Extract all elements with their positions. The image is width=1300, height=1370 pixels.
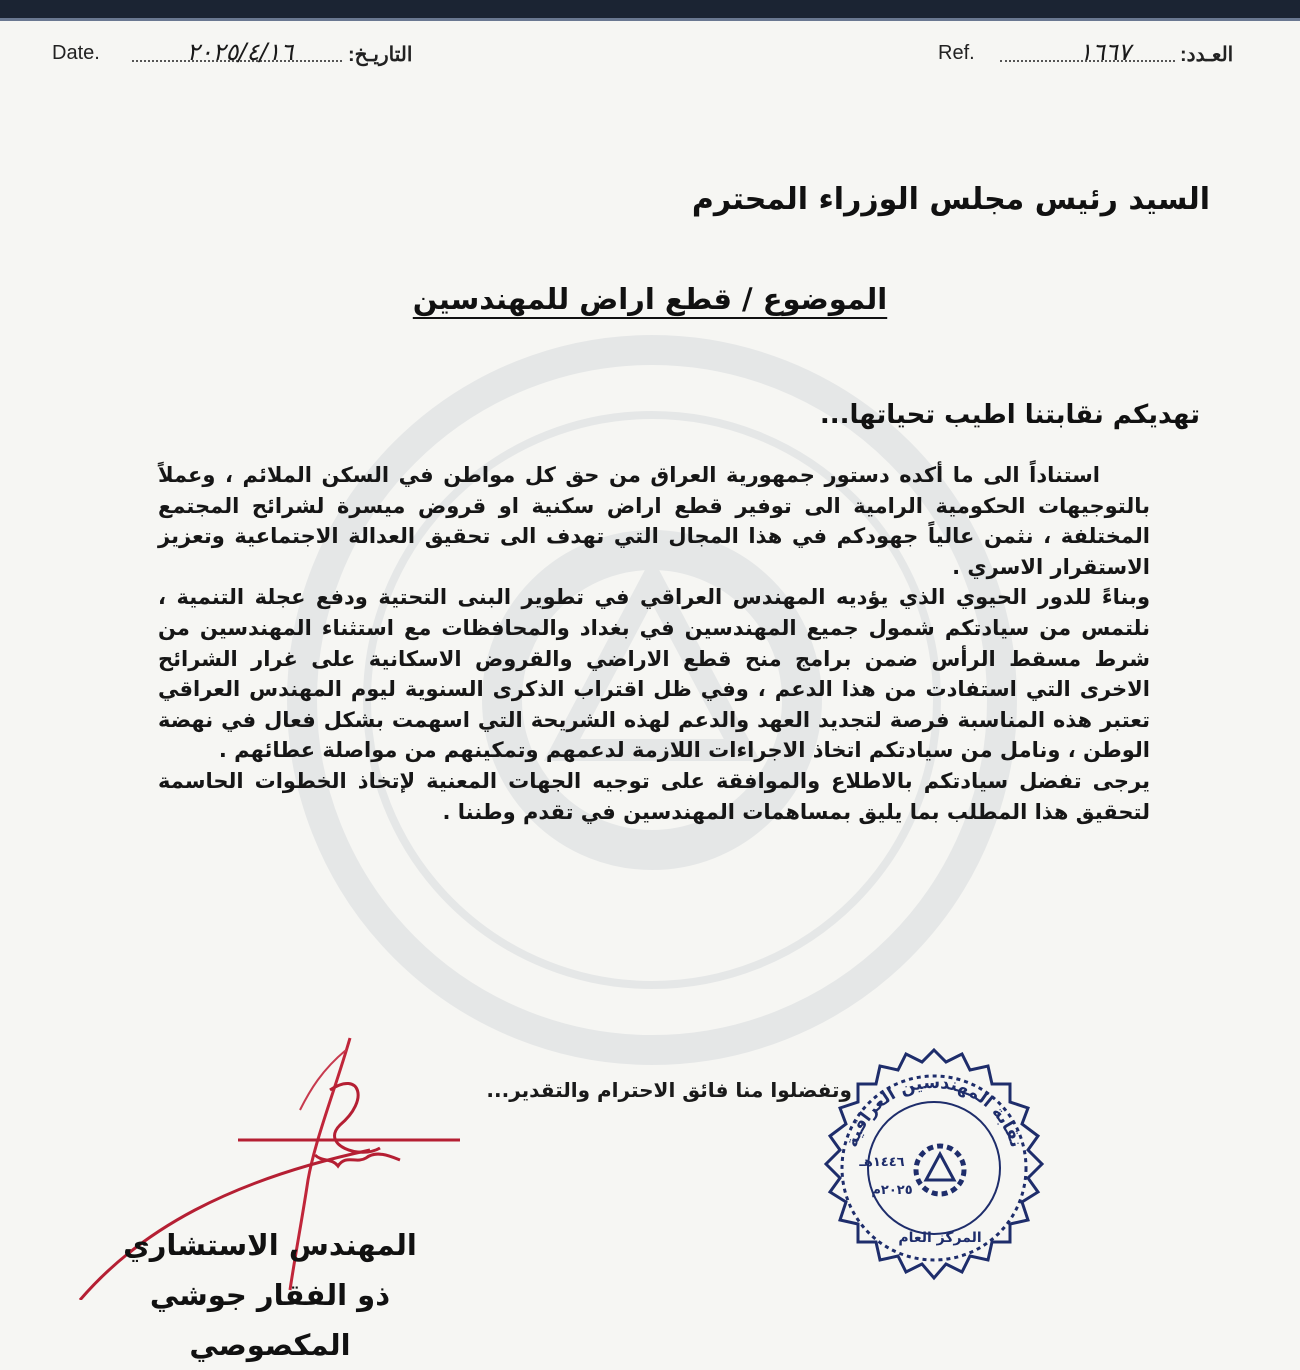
date-label-ar: التاريـخ:	[348, 44, 413, 66]
top-border	[0, 0, 1300, 21]
signatory-title: المهندس الاستشاري	[123, 1228, 417, 1262]
letter-subject	[0, 282, 1300, 316]
letter-closing: وتفضلوا منا فائق الاحترام والتقدير...	[486, 1078, 852, 1102]
stamp-date-gregorian: ٢٠٢٥م	[871, 1183, 913, 1198]
ref-label-ar: العـدد:	[1180, 44, 1234, 66]
subject-text: الموضوع / قطع اراض للمهندسين	[412, 282, 888, 316]
body-paragraph: وبناءً للدور الحيوي الذي يؤديه المهندس العراقي في تطوير البنى التحتية ودفع عجلة التنمية ، نلتمس من سيادتكم شمول جميع المهندسين في بغداد والمحافظات مع استثناء المهندسين من شرط مسقط الرأس ضمن برامج منح قطع الاراضي والقروض الاسكانية على غرار الشرائح الاخرى التي استفادت من هذا الدعم ، وفي ظل اقتراب الذكرى السنوية ليوم المهندس العراقي تعتبر هذه المناسبة فرصة لتجديد العهد والدعم لهذه الشريحة التي اسهمت بشكل فعال في نهضة الوطن ، ونامل من سيادتكم اتخاذ الاجراءات اللازمة لدعمهم وتمكينهم من مواصلة عطائهم .	[158, 585, 1150, 763]
letter-greeting: تهديكم نقابتنا اطيب تحياتها...	[819, 400, 1200, 430]
ref-value: ١٦٦٧	[1079, 38, 1131, 66]
official-stamp	[812, 1046, 1056, 1290]
date-value: ٢٠٢٥/٤/١٦	[186, 38, 294, 66]
stamp-org-name: نقابة المهندسين العراقية	[842, 1072, 1026, 1150]
letter-body	[158, 460, 1150, 827]
ref-label-en: Ref.	[938, 42, 975, 64]
stamp-office: المركز العام	[898, 1230, 982, 1246]
body-paragraph: استناداً الى ما أكده دستور جمهورية العراق من حق كل مواطن في السكن الملائم ، وعملاً بالتوجيهات الحكومية الرامية الى توفير قطع اراض سكنية او قروض ميسرة لشرائح المجتمع المختلفة ، نثمن عالياً جهودكم في هذا المجال التي تهدف الى تحقيق العدالة الاجتماعية وتعزيز الاستقرار الاسري .	[158, 463, 1150, 579]
date-label-en: Date.	[52, 42, 100, 64]
body-paragraph: يرجى تفضل سيادتكم بالاطلاع والموافقة على توجيه الجهات المعنية لإتخاذ الخطوات الحاسمة لتحقيق هذا المطلب بما يليق بمساهمات المهندسين في تقدم وطننا .	[158, 768, 1150, 824]
signatory-name: ذو الفقار جوشي المكصوصي	[149, 1278, 391, 1362]
stamp-date-hijri: ١٤٤٦هـ	[859, 1155, 905, 1170]
letter-addressee: السيد رئيس مجلس الوزراء المحترم	[691, 182, 1210, 217]
signatory-block	[100, 1220, 440, 1370]
letterhead-header	[0, 38, 1300, 78]
